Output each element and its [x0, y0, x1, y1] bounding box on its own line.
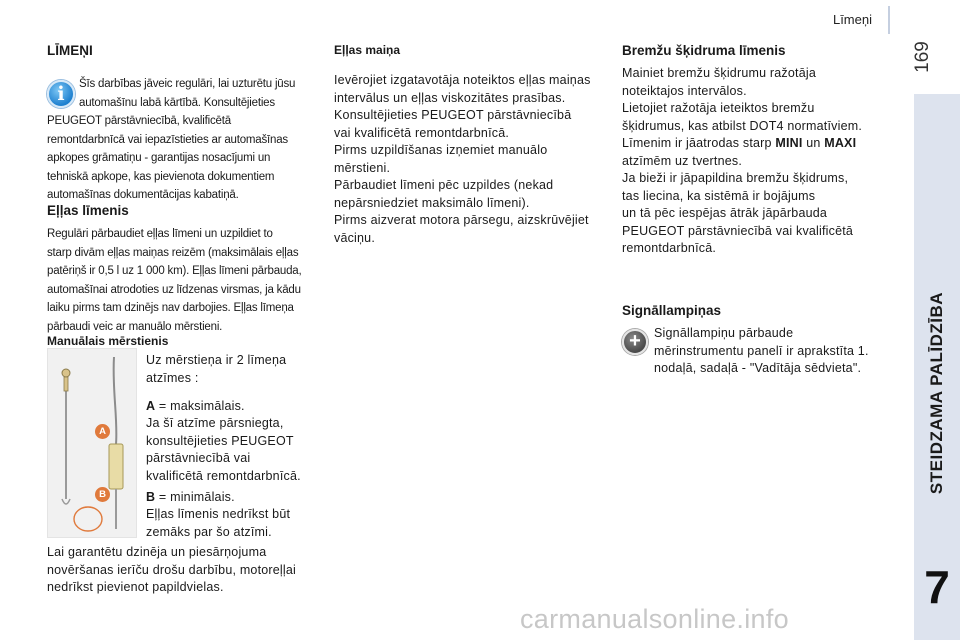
dipstick-intro-text: Uz mērstieņa ir 2 līmeņa atzīmes :: [146, 353, 287, 385]
brake-max-label: MAXI: [824, 136, 857, 150]
chapter-title: STEIDZAMA PALĪDZĪBA: [927, 291, 946, 495]
section-heading-levels: LĪMEŅI: [47, 43, 93, 58]
dipstick-illustration: [47, 348, 137, 538]
brake-and-word: un: [802, 136, 825, 150]
oil-change-heading: Eļļas maiņa: [334, 43, 401, 57]
marker-b-line: [146, 489, 326, 507]
marker-a-label: A: [146, 399, 156, 413]
watermark-text: carmanualsonline.info: [520, 604, 789, 634]
marker-b-badge: B: [95, 487, 110, 502]
marker-b-text: = minimālais.: [155, 490, 235, 504]
marker-a-description: Ja šī atzīme pārsniegta, konsultējieties PEUGEOT pārstāvniecībā vai kvalificētā remontdarbnīcā.: [146, 416, 301, 483]
header-divider: [888, 6, 890, 34]
page-header-title: Līmeņi: [832, 12, 872, 27]
marker-b-label: B: [146, 490, 156, 504]
warning-lamps-heading: Signāllampiņas: [622, 303, 722, 318]
plus-icon: +: [622, 329, 648, 355]
brake-fluid-text-main: Mainiet bremžu šķidrumu ražotāja noteiktajos intervālos. Lietojiet ražotāja ieteiktos bremžu šķidrumus, kas atbilst DOT4 normatīviem. Līmenim ir jāatrodas starp: [622, 66, 863, 150]
brake-min-label: MINI: [775, 136, 803, 150]
brake-fluid-heading: Bremžu šķidruma līmenis: [622, 43, 786, 58]
brake-fluid-text: [622, 65, 892, 258]
marker-a-line: [146, 398, 326, 416]
chapter-number: 7: [924, 561, 950, 613]
intro-text-rest: PEUGEOT pārstāvniecībā, kvalificētā remontdarbnīcā vai iepazīstieties ar automašīnas apkopes grāmatiņu - garantijas nosacījumi un tehniskā apkope, kas pievienota dokumentiem automašīnas dokumentācijas kabatiņā.: [47, 115, 288, 201]
oil-level-text: Regulāri pārbaudiet eļļas līmeni un uzpildiet to starp divām eļļas maiņas reizēm (maksimālais eļļas patēriņš ir 0,5 l uz 1 000 km). Eļļas līmeni pārbauda, automašīnai atrodoties uz līdzenas virsmas, ja kādu laiku pirms tam dzinējs nav darbojies. Eļļas līmeņa pārbaudi veic ar manuālo mērstieni.: [47, 228, 302, 333]
dipstick-drawing: [48, 349, 138, 539]
manual-dipstick-heading: Manuālais mērstienis: [47, 334, 169, 348]
marker-b-description: Eļļas līmenis nedrīkst būt zemāks par šo atzīmi.: [146, 507, 291, 539]
marker-a-badge: A: [95, 424, 110, 439]
marker-a-text: = maksimālais.: [155, 399, 245, 413]
closing-text: Lai garantētu dzinēja un piesārņojuma novēršanas ierīču drošu darbību, motoreļļai nedrīkst pievienot papildvielas.: [47, 545, 297, 594]
page-number: 169: [912, 41, 933, 73]
intro-text-first: Šīs darbības jāveic regulāri, lai uzturētu jūsu automašīnu labā kārtībā. Konsultējieties: [79, 78, 296, 109]
oil-level-heading: Eļļas līmenis: [47, 203, 129, 218]
brake-fluid-text-rest: atzīmēm uz tvertnes. Ja bieži ir jāpapildina bremžu šķidrums, tas liecina, ka sistēmā ir bojājums un tā pēc iespējas ātrāk jāpārbauda PEUGEOT pārstāvniecībā vai kvalificētā remontdarbnīcā.: [622, 153, 854, 255]
info-icon: i: [47, 80, 75, 108]
warning-lamps-text: Signāllampiņu pārbaude mērinstrumentu panelī ir aprakstīta 1. nodaļā, sadaļā - "Vadītāja sēdvieta".: [654, 326, 869, 375]
oil-change-text: Ievērojiet izgatavotāja noteiktos eļļas maiņas intervālus un eļļas viskozitātes prasības. Konsultējieties PEUGEOT pārstāvniecībā vai kvalificētā remontdarbnīcā. Pirms uzpildīšanas izņemiet manuālo mērstieni. Pārbaudiet līmeni pēc uzpildes (nekad nepārsniedziet maksimālo līmeni). Pirms aizverat motora pārsegu, aizskrūvējiet vāciņu.: [334, 73, 591, 245]
